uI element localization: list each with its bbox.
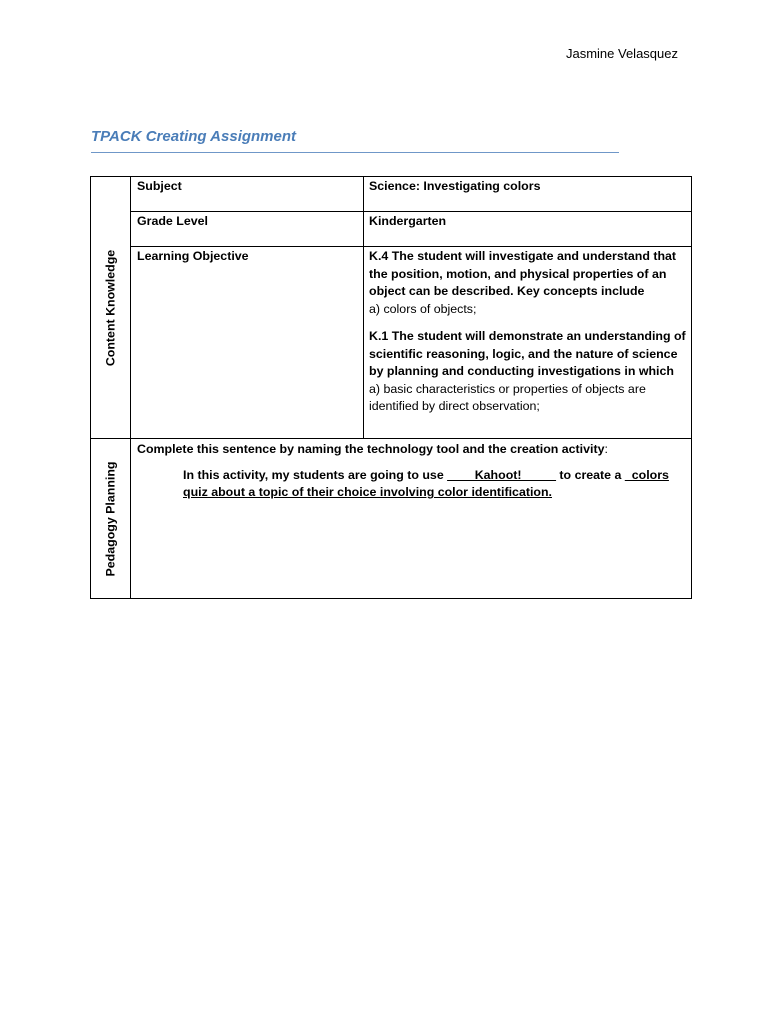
grade-level-label: Grade Level bbox=[131, 212, 364, 247]
pedagogy-planning-side-cell bbox=[91, 439, 131, 599]
objective-k1-item: a) basic characteristics or properties of objects are identified by direct observation; bbox=[369, 381, 646, 413]
tpack-table bbox=[90, 176, 692, 599]
subject-row bbox=[91, 177, 692, 212]
objective-k4: K.4 The student will investigate and understand that the position, motion, and physical properties of an object can be described. Key concepts include bbox=[369, 249, 677, 298]
subject-label: Subject bbox=[131, 177, 364, 212]
content-knowledge-label: Content Knowledge bbox=[102, 249, 117, 366]
objective-k4-item: a) colors of objects; bbox=[369, 301, 477, 316]
pedagogy-planning-content bbox=[131, 439, 692, 599]
author-name: Jasmine Velasquez bbox=[565, 46, 678, 61]
learning-objective-value bbox=[364, 247, 692, 439]
document-title: TPACK Creating Assignment bbox=[91, 128, 297, 145]
content-knowledge-side-cell bbox=[91, 177, 131, 439]
sentence-start: In this activity, my students are going to use bbox=[183, 467, 448, 482]
subject-value: Science: Investigating colors bbox=[364, 177, 692, 212]
grade-level-value: Kindergarten bbox=[364, 212, 692, 247]
objective-k1: K.1 The student will demonstrate an understanding of scientific reasoning, logic, and the nature of science by planning and conducting investigations in which bbox=[369, 329, 686, 378]
pedagogy-planning-label: Pedagogy Planning bbox=[102, 461, 117, 576]
technology-tool: ____Kahoot!_____ bbox=[447, 467, 556, 482]
pedagogy-planning-row bbox=[91, 439, 692, 599]
title-underline-rule bbox=[91, 152, 619, 153]
learning-objective-row bbox=[91, 247, 692, 439]
creation-activity: _colors quiz about a topic of their choice involving color identification. bbox=[183, 467, 669, 499]
planning-sentence bbox=[137, 467, 685, 502]
planning-instruction: Complete this sentence by naming the technology tool and the creation activity: bbox=[137, 442, 608, 456]
grade-level-row bbox=[91, 212, 692, 247]
learning-objective-label: Learning Objective bbox=[131, 247, 364, 439]
sentence-mid: to create a bbox=[555, 467, 625, 482]
